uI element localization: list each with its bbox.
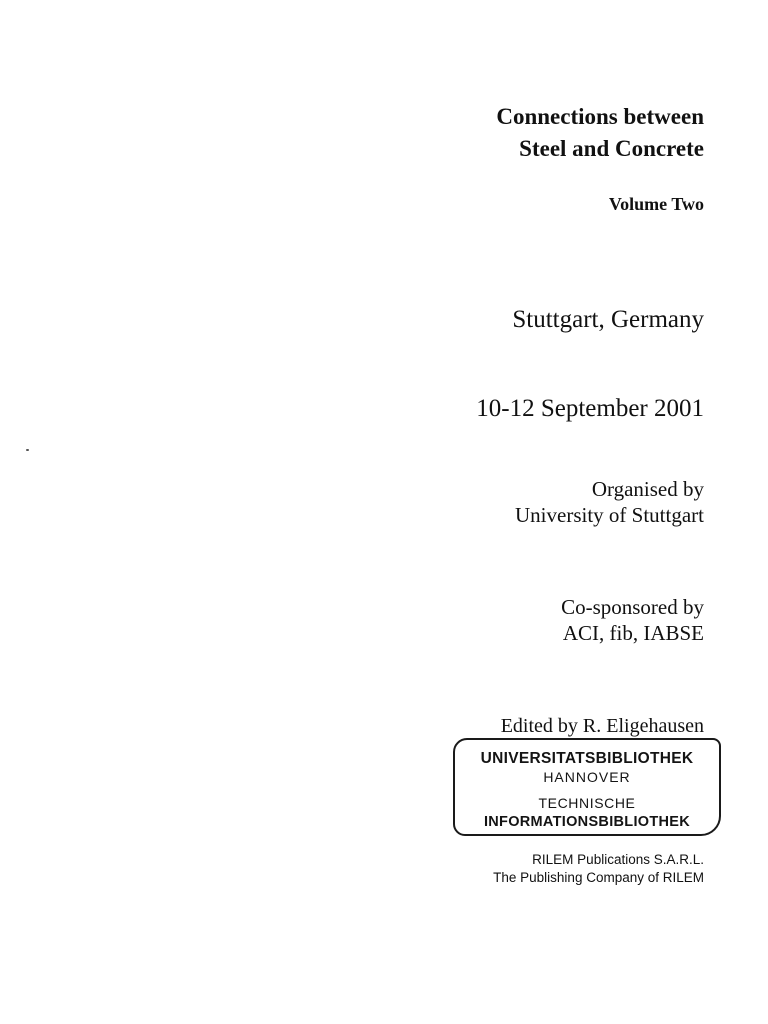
stamp-line-2: HANNOVER	[543, 769, 631, 785]
organiser-name: University of Stuttgart	[515, 503, 704, 527]
volume-label: Volume Two	[608, 194, 704, 214]
stamp-line-4: INFORMATIONSBIBLIOTHEK	[483, 814, 691, 830]
stamp-line-1: UNIVERSITATSBIBLIOTHEK	[480, 750, 694, 767]
sponsor-block	[561, 594, 704, 646]
sponsor-label: Co-sponsored by	[561, 595, 704, 619]
sponsor-names: ACI, fib, IABSE	[562, 621, 704, 645]
publisher-name: RILEM Publications S.A.R.L.	[532, 852, 704, 867]
conference-location: Stuttgart, Germany	[512, 306, 704, 333]
publisher-tagline: The Publishing Company of RILEM	[493, 870, 704, 885]
publisher-block	[493, 851, 704, 887]
organiser-label: Organised by	[591, 477, 704, 501]
conference-dates: 10-12 September 2001	[476, 395, 704, 422]
book-title-line-1: Connections between	[496, 104, 704, 129]
scan-speck	[26, 449, 29, 451]
editor-credit: Edited by R. Eligehausen	[500, 715, 704, 737]
library-stamp	[453, 738, 721, 836]
stamp-line-3: TECHNISCHE	[538, 795, 636, 811]
organiser-block	[515, 476, 704, 528]
book-title	[496, 101, 704, 165]
book-title-line-2: Steel and Concrete	[519, 136, 704, 161]
